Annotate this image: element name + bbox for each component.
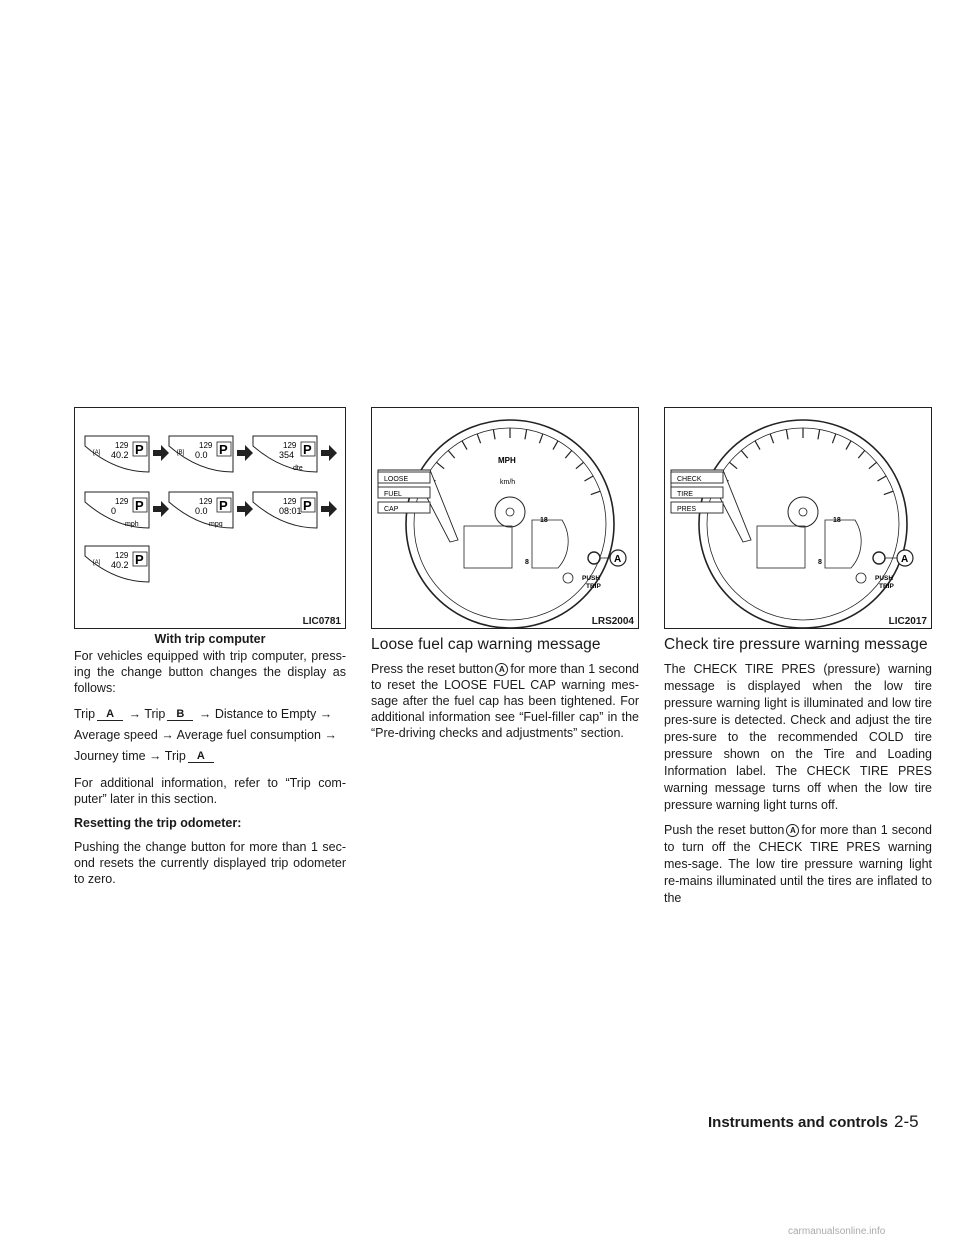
heading-check-tire-pressure: Check tire pressure warning message: [664, 636, 928, 653]
display-sequence: Trip A → Trip B → Distance to Empty → Average speed → Average fuel consumption → Journey time → Trip A: [74, 707, 337, 763]
gauge-top-value: 18: [540, 517, 548, 524]
lcd-trip-tag: [A]: [93, 450, 101, 456]
lcd-bottom-value: 0.0: [195, 506, 208, 516]
column-trip-computer: [74, 648, 346, 895]
lcd-unit: mph: [125, 521, 139, 528]
lcd-label-fuel: FUEL: [384, 491, 402, 498]
lcd-top-value: 129: [199, 441, 213, 450]
heading-loose-fuel-cap: Loose fuel cap warning message: [371, 636, 601, 653]
gear-indicator: P: [135, 442, 144, 457]
arrow-right-icon: [237, 501, 253, 517]
reset-button-a-icon: A: [786, 824, 799, 837]
paragraph: For additional information, refer to “Trip com-puter” later in this section.: [74, 776, 346, 806]
lcd-label-loose: LOOSE: [384, 476, 409, 483]
figure-code: LIC0781: [302, 616, 341, 627]
callout-a: A: [901, 554, 909, 565]
arrow-right-icon: [321, 445, 337, 461]
lcd-panel: [253, 436, 337, 472]
lcd-top-value: 129: [115, 551, 129, 560]
lcd-panel: [253, 492, 337, 528]
figure-caption: With trip computer: [154, 632, 266, 646]
speedometer-illustration-tire: [665, 408, 931, 628]
lcd-panel: [169, 436, 253, 472]
gear-indicator: P: [219, 498, 228, 513]
lcd-label-tire: TIRE: [677, 491, 693, 498]
lcd-label-pres: PRES: [677, 506, 697, 513]
lcd-label-cap: CAP: [384, 506, 399, 513]
page-number: 2-5: [894, 1112, 919, 1131]
lcd-bottom-value: 0: [111, 506, 117, 516]
lcd-panel: [85, 492, 169, 528]
gear-indicator: P: [135, 552, 144, 567]
gauge-top-value: 18: [833, 517, 841, 524]
figure-check-tire-pressure: [664, 407, 932, 629]
lcd-top-value: 129: [283, 441, 297, 450]
arrow-right-icon: [153, 445, 169, 461]
gear-indicator: P: [219, 442, 228, 457]
gear-indicator: P: [303, 498, 312, 513]
trip-a-icon: A: [97, 709, 123, 721]
column-check-tire-pressure: [664, 637, 932, 915]
lcd-bottom-value: 0.0: [195, 450, 208, 460]
arrow-right-icon: [153, 501, 169, 517]
figure-trip-computer: [74, 407, 346, 629]
lcd-top-value: 129: [115, 497, 129, 506]
lcd-bottom-value: 40.2: [111, 450, 129, 460]
figure-loose-fuel-cap: [371, 407, 639, 629]
trip-label: TRIP: [586, 583, 601, 590]
trip-b-icon: B: [167, 709, 193, 721]
paragraph: The CHECK TIRE PRES (pressure) warning message is displayed when the low tire pressure warning light is illuminated and low tire pres-sure is detected. Check and adjust the tire pres-sure to the recommended COLD tire pressure shown on the Tire and Loading Information label. The CHECK TIRE PRES warning message turns off when the low tire pressure warning light turns off.: [664, 662, 932, 812]
lcd-top-value: 129: [283, 497, 297, 506]
lcd-trip-tag: [A]: [93, 560, 101, 566]
lcd-unit: dte: [293, 465, 303, 472]
mph-label: MPH: [498, 456, 516, 465]
gear-indicator: P: [135, 498, 144, 513]
lcd-trip-tag: [B]: [177, 450, 185, 456]
section-title: Instruments and controls: [708, 1114, 889, 1131]
gear-indicator: P: [303, 442, 312, 457]
paragraph: Push the reset button A for more than 1 second to turn off the CHECK TIRE PRES warning mes-sage. The low tire pressure warning light re-mains illuminated until the tires are inflated to the: [664, 823, 932, 905]
lcd-panel: [169, 492, 253, 528]
speedometer-illustration-fuel: [372, 408, 638, 628]
push-label: PUSH: [582, 575, 601, 582]
watermark: carmanualsonline.info: [788, 1226, 886, 1237]
trip-a-icon: A: [188, 751, 214, 763]
arrow-right-icon: [237, 445, 253, 461]
figure-code: LRS2004: [591, 616, 634, 627]
gauge-bottom-value: 8: [818, 559, 822, 566]
arrow-right-icon: [321, 501, 337, 517]
column-loose-fuel-cap: [371, 637, 639, 749]
reset-button-a-icon: A: [495, 663, 508, 676]
figure-code: LIC2017: [888, 616, 927, 627]
lcd-panel: [85, 436, 169, 472]
trip-label: TRIP: [879, 583, 894, 590]
paragraph: For vehicles equipped with trip computer, press-ing the change button changes the display as follows:: [74, 649, 346, 695]
lcd-unit: mpg: [209, 521, 223, 528]
callout-a: A: [614, 554, 622, 565]
subheading-resetting: Resetting the trip odometer:: [74, 816, 242, 830]
lcd-bottom-value: 40.2: [111, 560, 129, 570]
kmh-label: km/h: [500, 479, 516, 486]
lcd-top-value: 129: [115, 441, 129, 450]
lcd-top-value: 129: [199, 497, 213, 506]
lcd-bottom-value: 08:01: [279, 506, 302, 516]
push-label: PUSH: [875, 575, 894, 582]
paragraph: Pushing the change button for more than 1 sec-ond resets the currently displayed trip odometer to zero.: [74, 840, 346, 886]
paragraph: Press the reset button A for more than 1 second to reset the LOOSE FUEL CAP warning mes-sage after the fuel cap has been tightened. For additional information see “Fuel-filler cap” in the “Pre-driving checks and adjustments” section.: [371, 662, 639, 740]
gauge-bottom-value: 8: [525, 559, 529, 566]
trip-computer-illustration: [75, 408, 345, 628]
lcd-bottom-value: 354: [279, 450, 295, 460]
lcd-panel: [85, 546, 149, 582]
lcd-label-check: CHECK: [677, 476, 702, 483]
page-footer: [708, 1112, 919, 1132]
